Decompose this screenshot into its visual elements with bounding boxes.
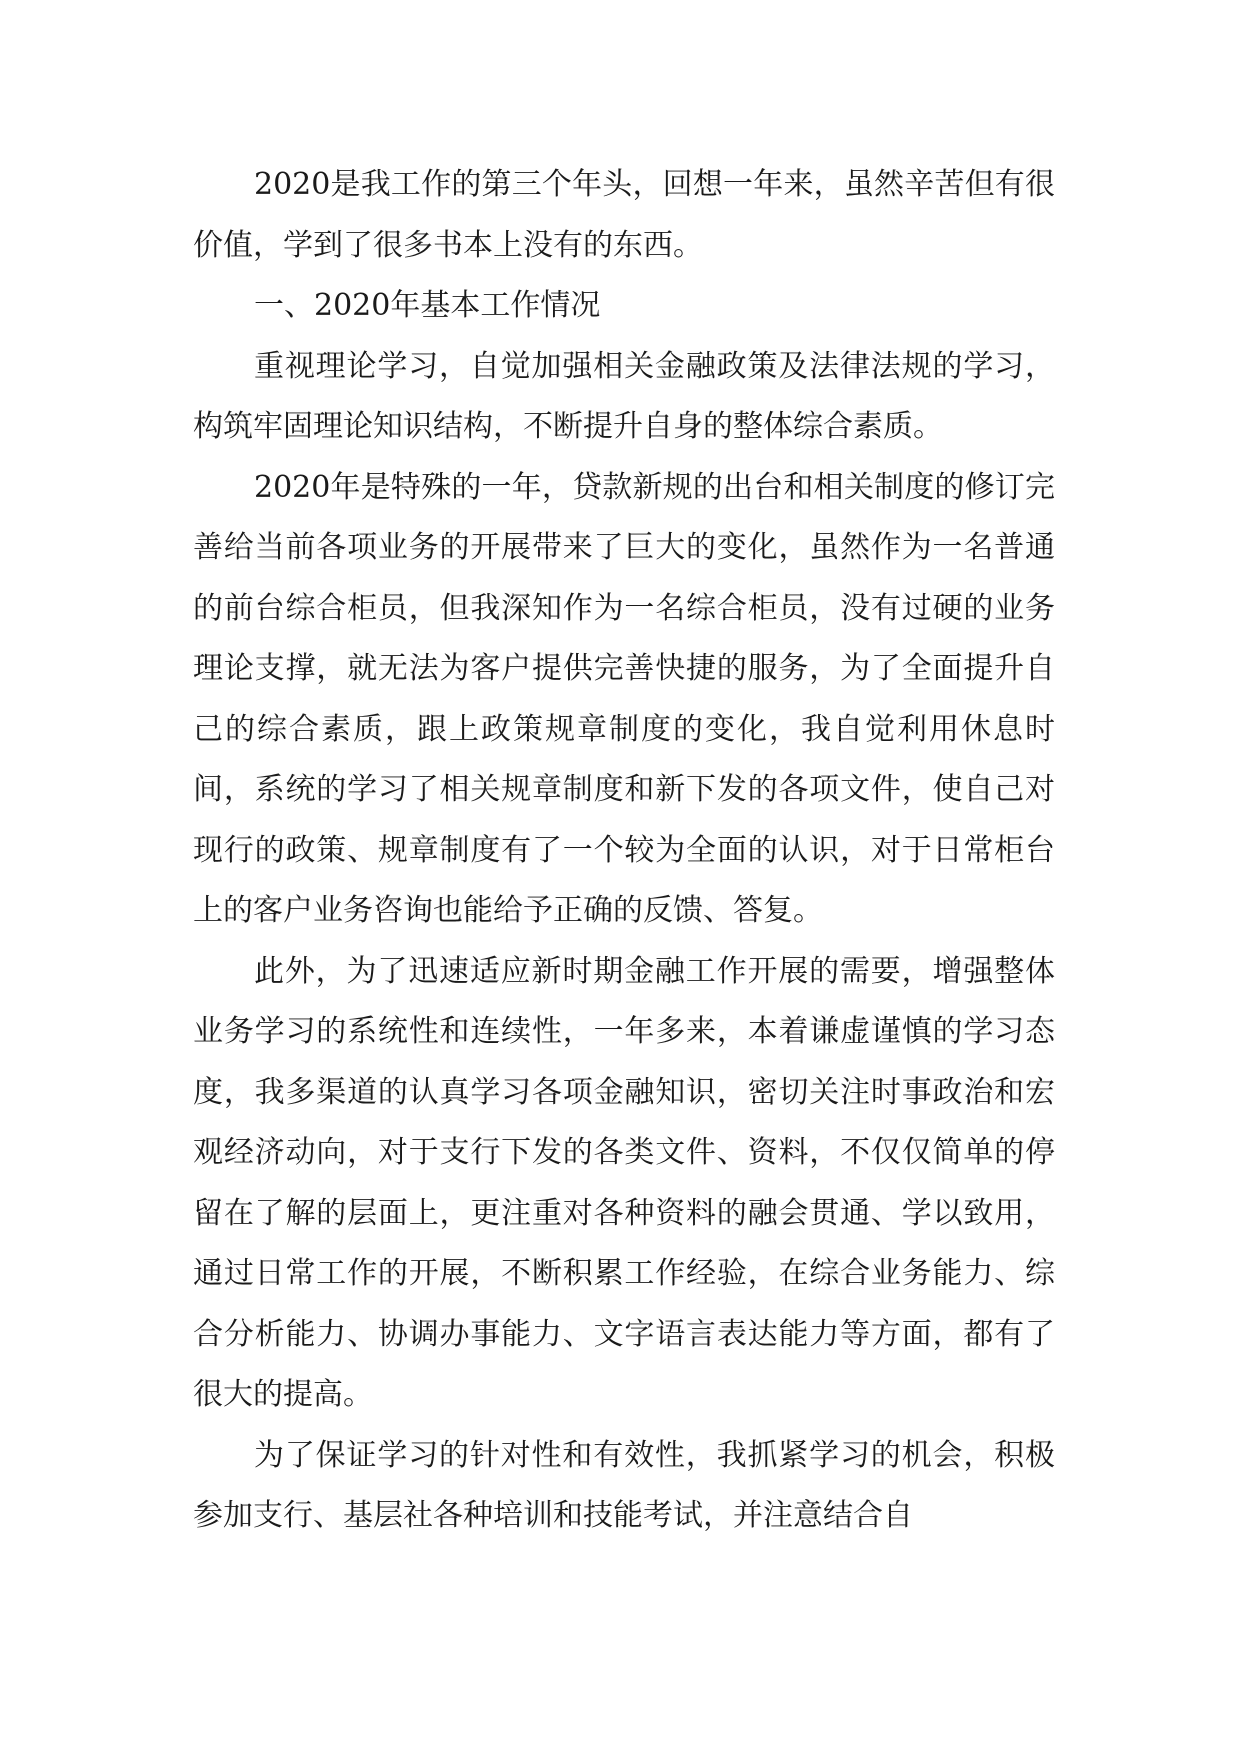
paragraph-learning-attitude: 此外，为了迅速适应新时期金融工作开展的需要，增强整体业务学习的系统性和连续性，一年多来，本着谦虚谨慎的学习态度，我多渠道的认真学习各项金融知识，密切关注时事政治和宏观经济动向，对于支行下发的各类文件、资料，不仅仅简单的停留在了解的层面上，更注重对各种资料的融会贯通、学以致用，通过日常工作的开展，不断积累工作经验，在综合业务能力、综合分析能力、协调办事能力、文字语言表达能力等方面，都有了很大的提高。	[193, 953, 1055, 1412]
document-body	[193, 155, 1055, 1547]
paragraph-2020-changes: 2020年是特殊的一年，贷款新规的出台和相关制度的修订完善给当前各项业务的开展带来了巨大的变化，虽然作为一名普通的前台综合柜员，但我深知作为一名综合柜员，没有过硬的业务理论支撑，就无法为客户提供完善快捷的服务，为了全面提升自己的综合素质，跟上政策规章制度的变化，我自觉利用休息时间，系统的学习了相关规章制度和新下发的各项文件，使自己对现行的政策、规章制度有了一个较为全面的认识，对于日常柜台上的客户业务咨询也能给予正确的反馈、答复。	[193, 469, 1055, 928]
paragraph-theory-study: 重视理论学习，自觉加强相关金融政策及法律法规的学习，构筑牢固理论知识结构，不断提升自身的整体综合素质。	[193, 348, 1055, 444]
paragraph-training: 为了保证学习的针对性和有效性，我抓紧学习的机会，积极参加支行、基层社各种培训和技能考试，并注意结合自	[193, 1437, 1055, 1533]
section-heading: 一、2020年基本工作情况	[254, 288, 601, 323]
paragraph-intro: 2020是我工作的第三个年头，回想一年来，虽然辛苦但有很价值，学到了很多书本上没有的东西。	[193, 167, 1055, 263]
